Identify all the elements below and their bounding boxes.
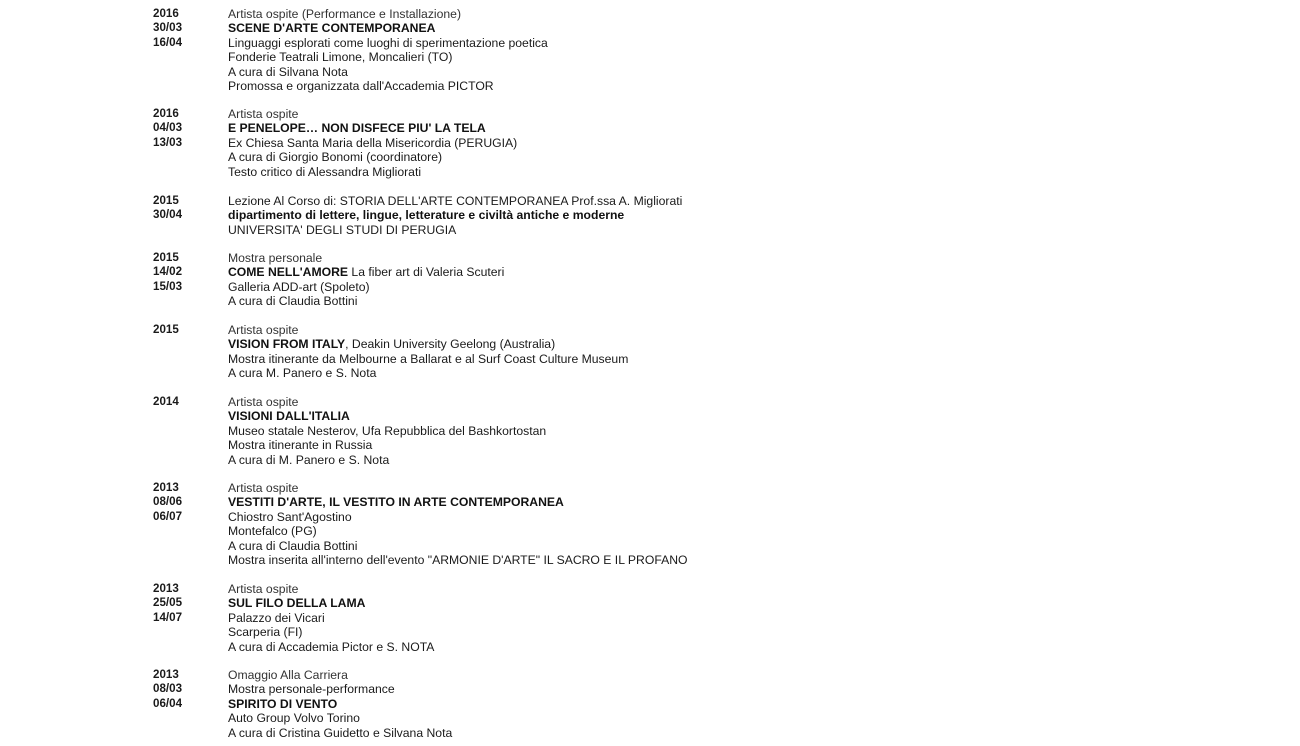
entry-title-line (228, 265, 1128, 279)
entry-detail-line: Scarperia (FI) (228, 625, 303, 640)
entry-detail-line: Montefalco (PG) (228, 524, 317, 539)
entry-date: 2015 (153, 251, 179, 264)
entry-detail-line: Ex Chiesa Santa Maria della Misericordia (PERUGIA) (228, 135, 518, 150)
entry-detail-line: Galleria ADD-art (Spoleto) (228, 279, 370, 294)
entry-details (228, 395, 1128, 467)
entry-dates (153, 323, 223, 337)
entry-detail-line: A cura di Claudia Bottini (228, 538, 358, 553)
entry-date: 13/03 (153, 135, 183, 149)
entry-date: 04/03 (153, 121, 183, 135)
entry-details (228, 107, 1128, 179)
entry-date: 14/07 (153, 610, 183, 624)
entry-details (228, 481, 1128, 567)
entry-date: 14/02 (153, 265, 183, 279)
entry-date: 15/03 (153, 279, 183, 293)
entry-category: Artista ospite (Performance e Installazione) (228, 7, 462, 21)
entry-title: SPIRITO DI VENTO (228, 696, 338, 711)
entry-dates (153, 481, 223, 524)
entry-title: SCENE D'ARTE CONTEMPORANEA (228, 21, 436, 36)
entry-title: COME NELL'AMORE (228, 265, 349, 280)
entry-dates (153, 582, 223, 625)
entry-title-detail: La fiber art di Valeria Scuteri (348, 265, 505, 280)
entry-title-line (228, 337, 1128, 351)
entry-detail-line: Mostra inserita all'interno dell'evento "ARMONIE D'ARTE" IL SACRO E IL PROFANO (228, 552, 688, 567)
entry-title: E PENELOPE… NON DISFECE PIU' LA TELA (228, 121, 486, 136)
entry-detail-line: Mostra personale-performance (228, 682, 395, 697)
entry-date: 2013 (153, 582, 179, 595)
entry-title: VISION FROM ITALY (228, 337, 346, 352)
entry-detail-line: Mostra itinerante in Russia (228, 438, 373, 453)
entry-category: Artista ospite (228, 481, 299, 495)
entry-detail-line: Lezione Al Corso di: STORIA DELL'ARTE CONTEMPORANEA Prof.ssa A. Migliorati (228, 194, 683, 208)
entry-details (228, 668, 1128, 740)
entry-detail-line: A cura M. Panero e S. Nota (228, 366, 377, 381)
entry-details (228, 323, 1128, 381)
entry-dates (153, 7, 223, 50)
entry-date: 2016 (153, 107, 179, 120)
entry-detail-line: A cura di Accademia Pictor e S. NOTA (228, 639, 435, 654)
entry-category: Artista ospite (228, 323, 299, 337)
entry-detail-line: Testo critico di Alessandra Migliorati (228, 164, 422, 179)
entry-dates (153, 668, 223, 711)
entry-date: 2013 (153, 481, 179, 494)
entry-title-detail: , Deakin University Geelong (Australia) (345, 337, 556, 352)
entry-title: VESTITI D'ARTE, IL VESTITO IN ARTE CONTEMPORANEA (228, 495, 564, 510)
entry-detail-line: Chiostro Sant'Agostino (228, 509, 352, 524)
entry-detail-line: A cura di Giorgio Bonomi (coordinatore) (228, 150, 443, 165)
entry-date: 06/07 (153, 509, 183, 523)
entry-date: 2014 (153, 395, 179, 408)
entry-date: 06/04 (153, 696, 183, 710)
entry-detail-line: Palazzo dei Vicari (228, 610, 325, 625)
entry-detail-line: Linguaggi esplorati come luoghi di sperimentazione poetica (228, 35, 548, 50)
entry-dates (153, 395, 223, 409)
entry-details (228, 194, 1128, 237)
entry-title: SUL FILO DELLA LAMA (228, 596, 366, 611)
entry-detail-line: A cura di Claudia Bottini (228, 294, 358, 309)
entry-category: Artista ospite (228, 107, 299, 121)
entry-date: 2015 (153, 194, 179, 207)
entry-detail-line: Auto Group Volvo Torino (228, 711, 360, 726)
entry-category: Mostra personale (228, 251, 323, 265)
entry-dates (153, 251, 223, 294)
entry-details (228, 7, 1128, 93)
entry-dates (153, 194, 223, 223)
entry-date: 08/03 (153, 682, 183, 696)
entry-category: Artista ospite (228, 582, 299, 596)
entry-dates (153, 107, 223, 150)
entry-details (228, 582, 1128, 654)
entry-category: Artista ospite (228, 395, 299, 409)
entry-date: 2015 (153, 323, 179, 336)
entry-detail-line: A cura di Cristina Guidetto e Silvana Nota (228, 725, 453, 740)
entry-date: 16/04 (153, 35, 183, 49)
entry-detail-line: Mostra itinerante da Melbourne a Ballarat e al Surf Coast Culture Museum (228, 351, 629, 366)
entry-details (228, 251, 1128, 309)
entry-date: 08/06 (153, 495, 183, 509)
entry-detail-line: Promossa e organizzata dall'Accademia PICTOR (228, 78, 494, 93)
entry-date: 2013 (153, 668, 179, 681)
entry-category: Omaggio Alla Carriera (228, 668, 348, 682)
entry-detail-line: A cura di Silvana Nota (228, 64, 348, 79)
entry-date: 25/05 (153, 596, 183, 610)
entry-detail-line: UNIVERSITA' DEGLI STUDI DI PERUGIA (228, 222, 457, 237)
entry-date: 30/03 (153, 21, 183, 35)
entry-date: 2016 (153, 7, 179, 20)
entry-title: dipartimento di lettere, lingue, letterature e civiltà antiche e moderne (228, 208, 625, 223)
entry-detail-line: Fonderie Teatrali Limone, Moncalieri (TO) (228, 50, 453, 65)
entry-title: VISIONI DALL'ITALIA (228, 409, 350, 424)
entry-date: 30/04 (153, 208, 183, 222)
entry-detail-line: A cura di M. Panero e S. Nota (228, 452, 390, 467)
entry-detail-line: Museo statale Nesterov, Ufa Repubblica del Bashkortostan (228, 423, 547, 438)
